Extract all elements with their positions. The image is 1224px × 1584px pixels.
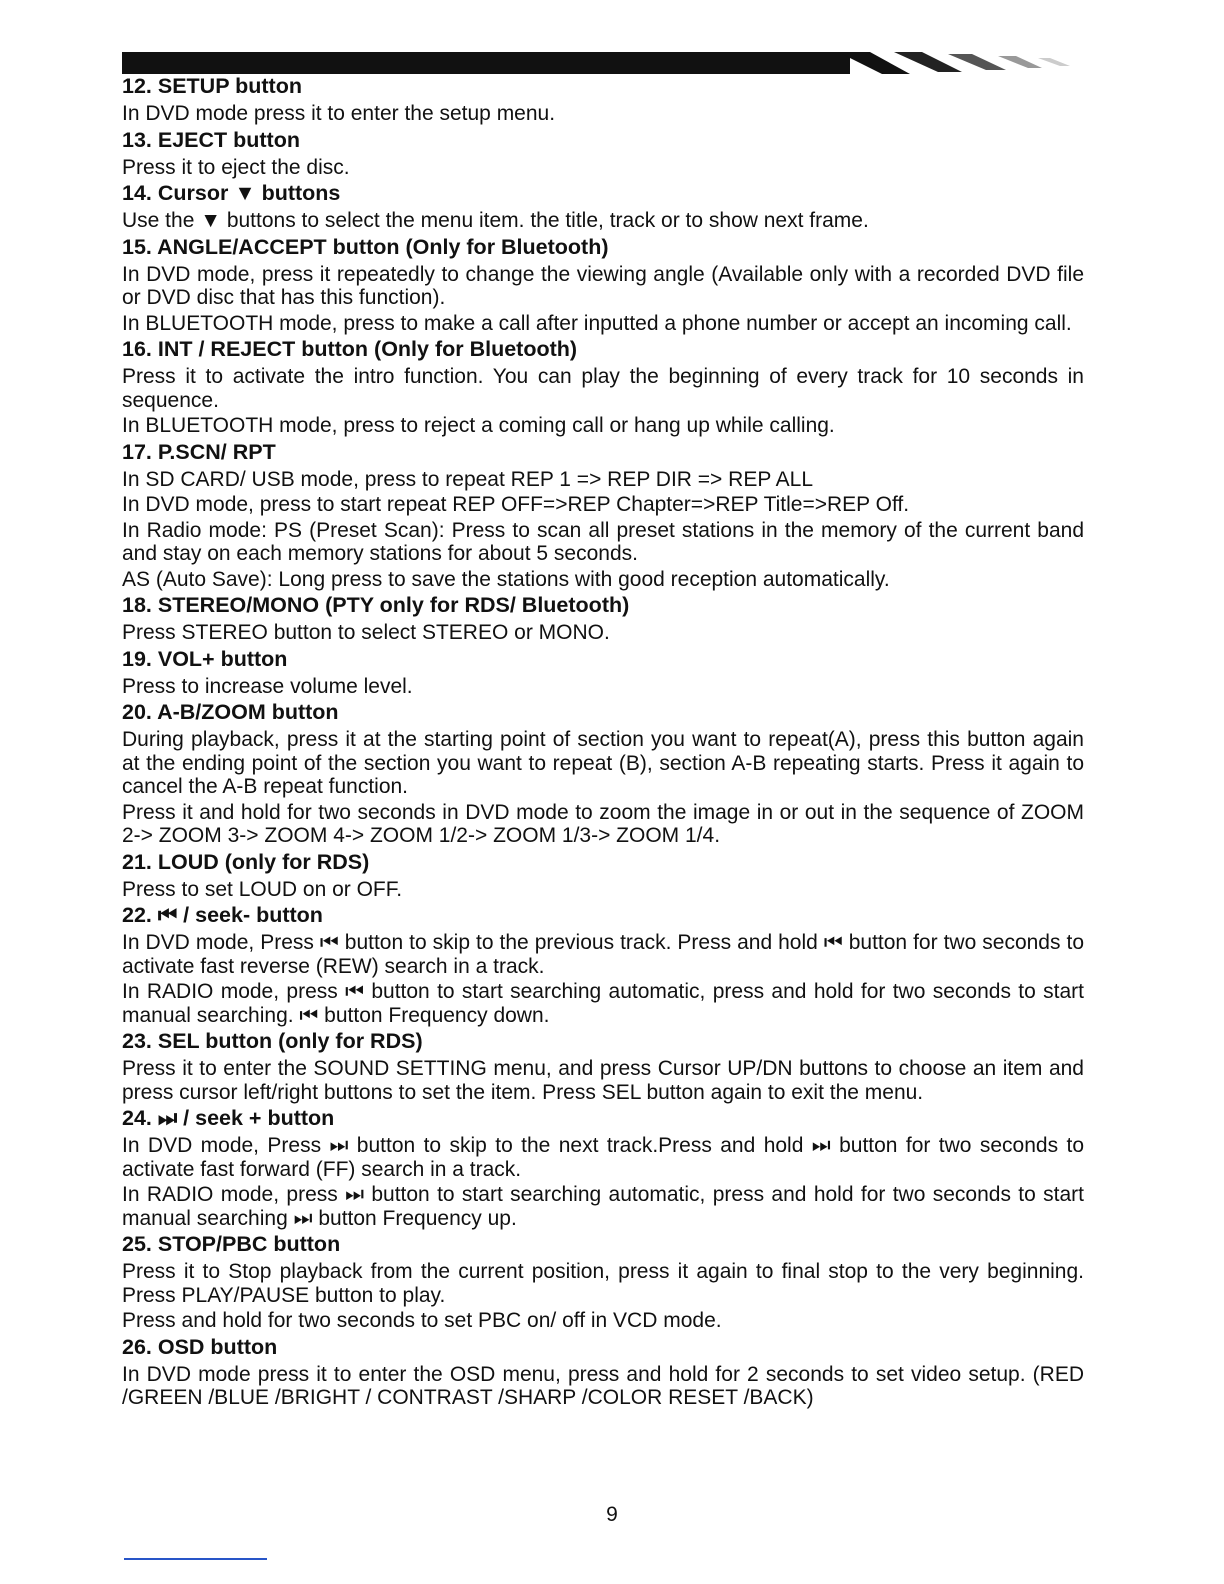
page-number: 9	[606, 1503, 618, 1526]
section-item	[122, 647, 1084, 699]
bottom-rule	[124, 1558, 267, 1560]
section-heading: 12. SETUP button	[122, 74, 302, 98]
section-item	[122, 700, 1084, 848]
section-paragraph: In DVD mode, Press ⏮ button to skip to the previous track. Press and hold ⏮ button for two seconds to activate fast reverse (REW) search in a track.	[122, 931, 1084, 978]
section-heading: 20. A-B/ZOOM button	[122, 700, 339, 724]
section-paragraph: Press to set LOUD on or OFF.	[122, 877, 403, 901]
section-paragraph: Press STEREO button to select STEREO or MONO.	[122, 621, 610, 644]
section-paragraph: Press it to Stop playback from the current position, press it again to final stop to the very beginning. Press PLAY/PAUSE button to play.	[122, 1260, 1084, 1307]
section-paragraph: In SD CARD/ USB mode, press to repeat REP 1 => REP DIR => REP ALL	[122, 467, 814, 491]
section-heading: 25. STOP/PBC button	[122, 1232, 341, 1256]
section-heading: 17. P.SCN/ RPT	[122, 439, 276, 464]
section-item	[122, 74, 1084, 126]
section-paragraph: In DVD mode, press it repeatedly to change the viewing angle (Available only with a recorded DVD file or DVD disc that has this function).	[122, 262, 1084, 309]
section-item	[122, 181, 1084, 233]
section-paragraph: Press it to enter the SOUND SETTING menu, and press Cursor UP/DN buttons to choose an item and press cursor left/right buttons to set the item. Press SEL button again to exit the menu.	[122, 1057, 1084, 1104]
section-heading: 18. STEREO/MONO (PTY only for RDS/ Bluetooth)	[122, 593, 630, 617]
section-paragraph: AS (Auto Save): Long press to save the stations with good reception automatically.	[122, 567, 890, 591]
section-item	[122, 850, 1084, 902]
section-heading: 22. ⏮ / seek- button	[122, 903, 323, 927]
section-paragraph: In RADIO mode, press ⏭ button to start searching automatic, press and hold for two seconds to start manual searching ⏭ button Frequency up.	[122, 1183, 1084, 1230]
section-heading: 14. Cursor ▼ buttons	[122, 181, 341, 205]
section-item	[122, 440, 1084, 592]
section-item	[122, 128, 1084, 180]
section-paragraph: Press it and hold for two seconds in DVD mode to zoom the image in or out in the sequence of ZOOM 2-> ZOOM 3-> ZOOM 4-> ZOOM 1/2-> ZOOM 1/3-> ZOOM 1/4.	[122, 800, 1084, 847]
section-heading: 26. OSD button	[122, 1334, 278, 1359]
section-item	[122, 1106, 1084, 1230]
section-heading: 19. VOL+ button	[122, 646, 288, 671]
section-item	[122, 593, 1084, 645]
section-item	[122, 337, 1084, 438]
section-paragraph: Press and hold for two seconds to set PBC on/ off in VCD mode.	[122, 1309, 722, 1332]
section-paragraph: Press it to activate the intro function. You can play the beginning of every track for 10 seconds in sequence.	[122, 365, 1084, 412]
section-paragraph: During playback, press it at the starting point of section you want to repeat(A), press this button again at the ending point of the section you want to repeat (B), section A-B repeating starts. Press it again to cancel the A-B repeat function.	[122, 728, 1084, 798]
section-heading: 21. LOUD (only for RDS)	[122, 849, 370, 874]
section-heading: 24. ⏭ / seek + button	[122, 1106, 335, 1130]
section-paragraph: In DVD mode press it to enter the setup menu.	[122, 102, 556, 125]
section-heading: 16. INT / REJECT button (Only for Bluetooth)	[122, 337, 578, 361]
section-item	[122, 903, 1084, 1027]
section-paragraph: Press to increase volume level.	[122, 674, 413, 698]
section-paragraph: Press it to eject the disc.	[122, 155, 350, 179]
section-paragraph: In Radio mode: PS (Preset Scan): Press to scan all preset stations in the memory of the current band and stay on each memory stations for about 5 seconds.	[122, 518, 1084, 565]
section-paragraph: In DVD mode, press to start repeat REP OFF=>REP Chapter=>REP Title=>REP Off.	[122, 493, 910, 516]
section-item	[122, 1232, 1084, 1333]
section-item	[122, 235, 1084, 336]
section-heading: 13. EJECT button	[122, 127, 300, 152]
section-heading: 23. SEL button (only for RDS)	[122, 1029, 423, 1053]
section-item	[122, 1029, 1084, 1104]
section-paragraph: Use the ▼ buttons to select the menu item. the title, track or to show next frame.	[122, 209, 869, 232]
section-paragraph: In BLUETOOTH mode, press to make a call after inputted a phone number or accept an incoming call.	[122, 311, 1072, 335]
section-paragraph: In RADIO mode, press ⏮ button to start searching automatic, press and hold for two seconds to start manual searching. ⏮ button Frequency down.	[122, 980, 1084, 1027]
section-heading: 15. ANGLE/ACCEPT button (Only for Bluetooth)	[122, 234, 609, 259]
header-bar	[122, 52, 850, 74]
section-item	[122, 1335, 1084, 1410]
document-body	[122, 72, 1084, 1412]
section-paragraph: In DVD mode, Press ⏭ button to skip to the next track.Press and hold ⏭ button for two seconds to activate fast forward (FF) search in a track.	[122, 1134, 1084, 1181]
section-paragraph: In DVD mode press it to enter the OSD menu, press and hold for 2 seconds to set video setup. (RED /GREEN /BLUE /BRIGHT / CONTRAST /SHARP /COLOR RESET /BACK)	[122, 1362, 1084, 1409]
section-paragraph: In BLUETOOTH mode, press to reject a coming call or hang up while calling.	[122, 414, 835, 437]
